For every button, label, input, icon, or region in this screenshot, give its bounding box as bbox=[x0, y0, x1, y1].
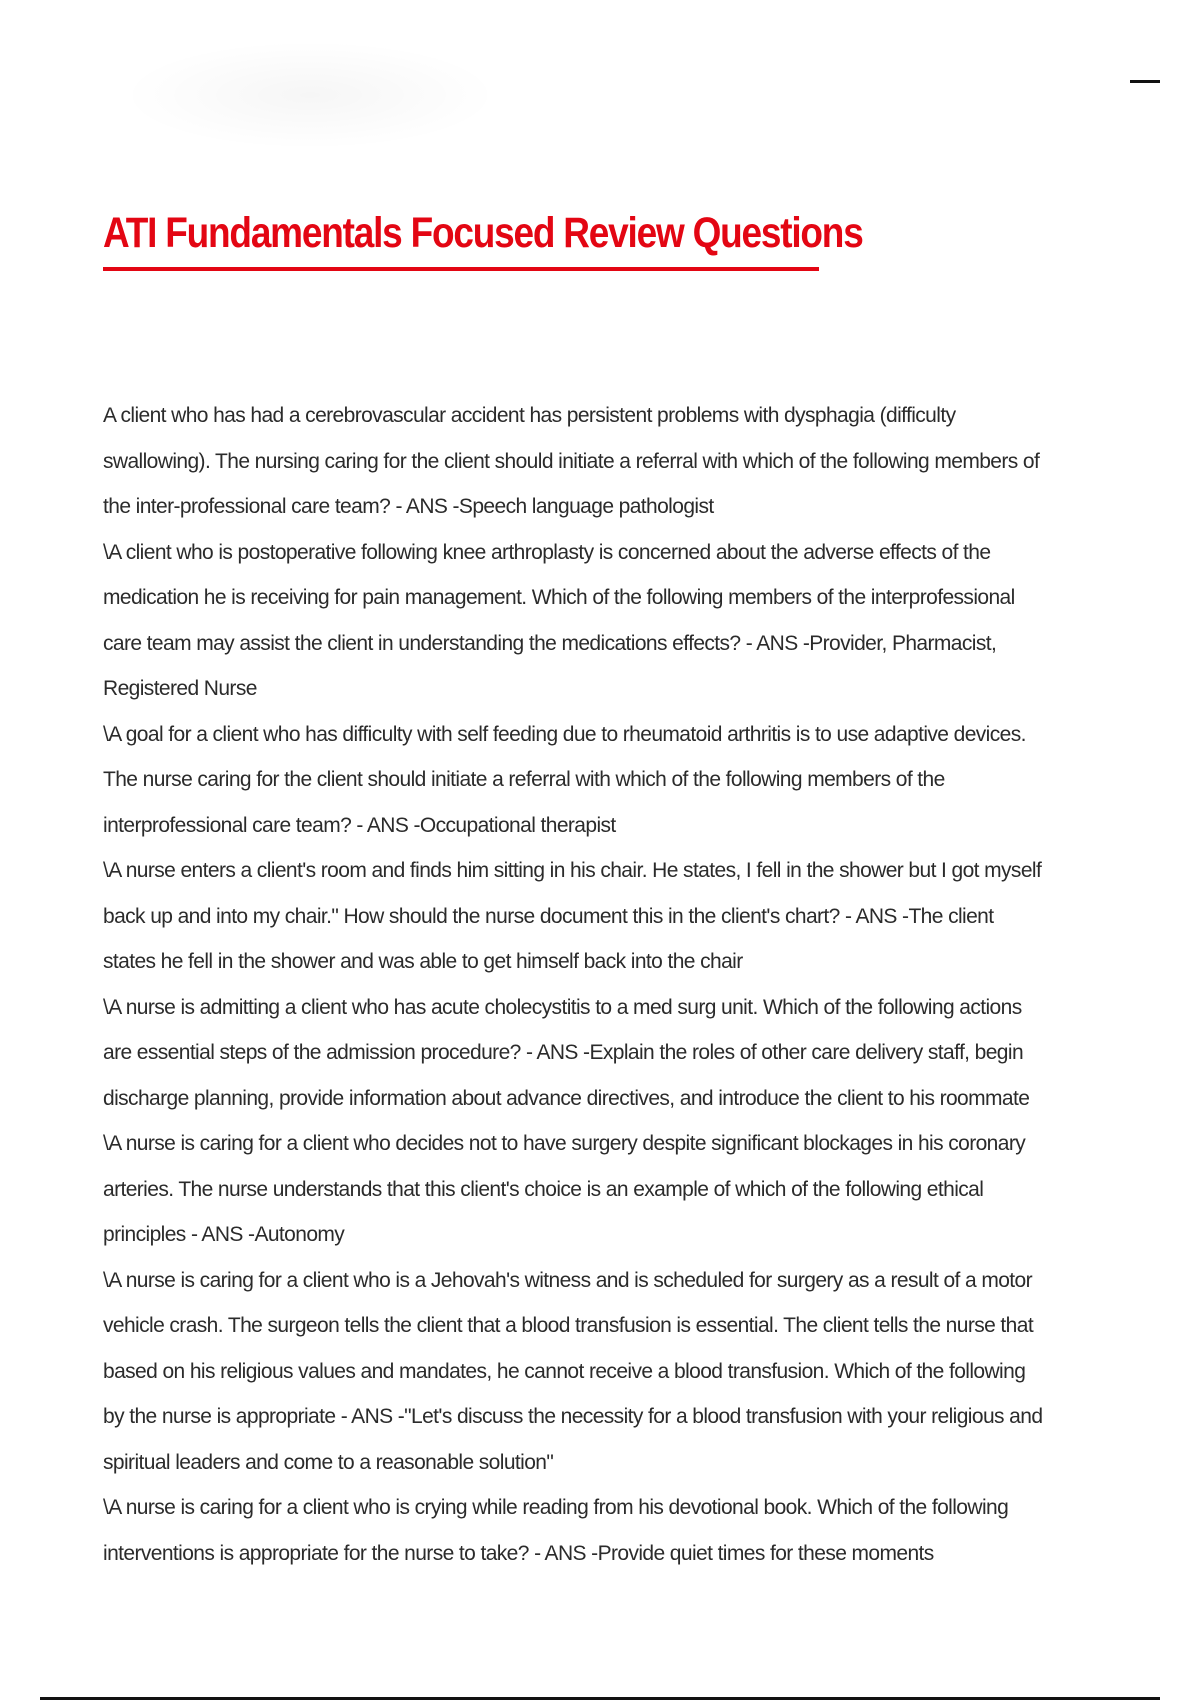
qa-item bbox=[103, 530, 1043, 712]
title-underline bbox=[103, 267, 819, 271]
question-text: \A nurse is admitting a client who has acute cholecystitis to a med surg unit. Which of the following actions are essential steps of the admission procedure? bbox=[103, 995, 1022, 1064]
answer-text: Explain the roles of other care delivery staff, begin discharge planning, provide information about advance directives, and introduce the client to his roommate bbox=[103, 1041, 1030, 1110]
question-text: \A nurse is caring for a client who is a Jehovah's witness and is scheduled for surgery as a result of a motor vehicle crash. The surgeon tells the client that a blood transfusion is essential. The client tells the nurse that based on his religious values and mandates, he cannot receive a blood transfusion. Which of the following by the nurse is appropriate bbox=[103, 1268, 1034, 1428]
qa-item bbox=[103, 848, 1043, 985]
qa-item bbox=[103, 985, 1043, 1122]
answer-separator: - ANS - bbox=[740, 631, 810, 655]
answer-separator: - ANS - bbox=[185, 1223, 255, 1246]
answer-text: Provide quiet times for these moments bbox=[597, 1541, 934, 1565]
question-text: \A nurse is caring for a client who is crying while reading from his devotional book. Which of the following interventions is appropriate for the nurse to take? bbox=[103, 1496, 1009, 1565]
answer-separator: - ANS - bbox=[528, 1541, 598, 1565]
qa-item bbox=[103, 1485, 1043, 1576]
answer-text: Occupational therapist bbox=[419, 813, 616, 837]
answer-separator: - ANS - bbox=[390, 495, 459, 518]
answer-text: Speech language pathologist bbox=[458, 495, 714, 518]
answer-text: The client states he fell in the shower and was able to get himself back into the chair bbox=[103, 904, 994, 973]
question-text: \A client who is postoperative following knee arthroplasty is concerned about the adverse effects of the medication he is receiving for pain management. Which of the following members of the interprofessional care team may assist the client in understanding the medications effects? bbox=[103, 540, 1015, 655]
question-text: A client who has had a cerebrovascular accident has persistent problems with dysphagia (difficulty swallowing). The nursing caring for the client should initiate a referral with which of the following members of the inter-professional care team? bbox=[103, 404, 1040, 518]
answer-separator: - ANS - bbox=[335, 1405, 405, 1428]
answer-text: Autonomy bbox=[254, 1223, 345, 1246]
answer-separator: - ANS - bbox=[351, 813, 420, 837]
qa-list bbox=[103, 393, 1043, 1576]
answer-separator: - ANS - bbox=[839, 904, 909, 928]
answer-text: "Let's discuss the necessity for a blood transfusion with your religious and spiritual leaders and come to a reasonable solution" bbox=[103, 1405, 1043, 1474]
question-text: \A nurse is caring for a client who decides not to have surgery despite significant blockages in his coronary arteries. The nurse understands that this client's choice is an example of which of the following ethical principles bbox=[103, 1132, 1026, 1246]
question-text: \A nurse enters a client's room and finds him sitting in his chair. He states, I fell in the shower but I got myself back up and into my chair." How should the nurse document this in the client's chart? bbox=[103, 859, 1042, 928]
answer-separator: - ANS - bbox=[520, 1041, 590, 1064]
page-title: ATI Fundamentals Focused Review Questions bbox=[103, 209, 863, 257]
qa-item bbox=[103, 1121, 1043, 1258]
watermark bbox=[120, 40, 500, 150]
qa-item bbox=[103, 712, 1043, 849]
answer-text: Provider, Pharmacist, Registered Nurse bbox=[103, 631, 997, 700]
qa-item bbox=[103, 393, 1043, 530]
question-text: \A goal for a client who has difficulty with self feeding due to rheumatoid arthritis is to use adaptive devices. The nurse caring for the client should initiate a referral with which of the following members of the interprofessional care team? bbox=[103, 722, 1026, 837]
qa-item bbox=[103, 1258, 1043, 1486]
top-right-dash bbox=[1130, 80, 1160, 83]
